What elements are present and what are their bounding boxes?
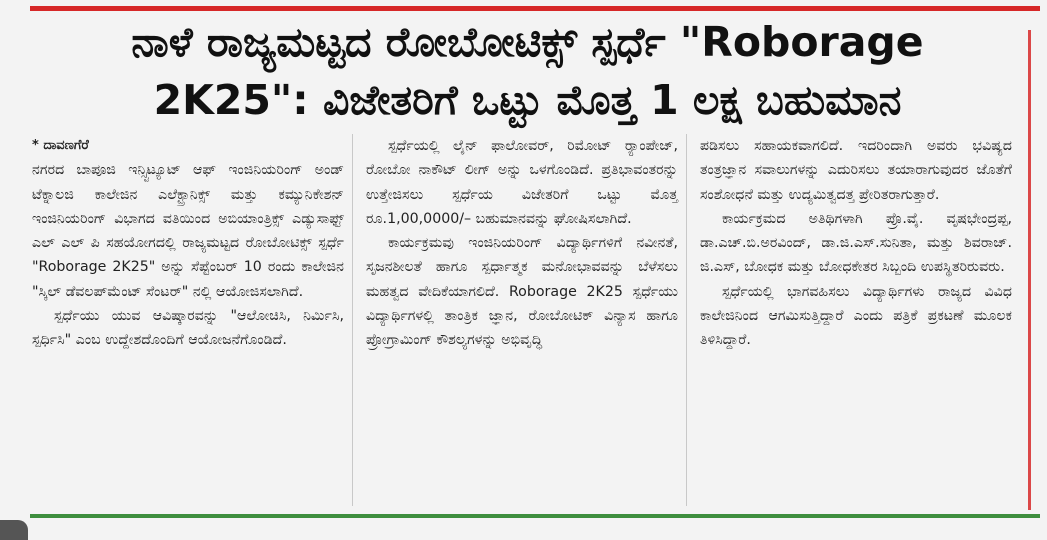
paragraph: ಕಾರ್ಯಕ್ರಮದ ಅತಿಥಿಗಳಾಗಿ ಪ್ರೊ.ವೈ. ವೃಷಭೇಂದ್ರಪ್ಪ, ಡಾ.ಎಚ್.ಬಿ.ಅರವಿಂದ್, ಡಾ.ಜಿ.ಎಸ್.ಸುನಿತಾ, ಮತ್ತು ಶಿವರಾಜ್. ಜಿ.ಎಸ್, ಬೋಧಕ ಮತ್ತು ಬೋಧಕೇತರ ಸಿಬ್ಬಂದಿ ಉಪಸ್ಥಿತರಿರುವರು. xyxy=(700,210,1012,276)
headline xyxy=(40,14,1015,130)
headline-line-1: ನಾಳೆ ರಾಜ್ಯಮಟ್ಟದ ರೋಬೋಟಿಕ್ಸ್ ಸ್ಪರ್ಧೆ "Roborage xyxy=(131,18,924,66)
paragraph: ಕಾರ್ಯಕ್ರಮವು ಇಂಜಿನಿಯರಿಂಗ್ ವಿದ್ಯಾರ್ಥಿಗಳಿಗೆ ನವೀನತೆ, ಸೃಜನಶೀಲತೆ ಹಾಗೂ ಸ್ಪರ್ಧಾತ್ಮಕ ಮನೋಭಾವವನ್ನು ಬೆಳೆಸಲು ಮಹತ್ವದ ವೇದಿಕೆಯಾಗಲಿದೆ. Roborage 2K25 ಸ್ಪರ್ಧೆಯು ವಿದ್ಯಾರ್ಥಿಗಳಲ್ಲಿ ತಾಂತ್ರಿಕ ಜ್ಞಾನ, ರೋಬೋಟಿಕ್ ವಿನ್ಯಾಸ ಹಾಗೂ ಪ್ರೋಗ್ರಾಮಿಂಗ್ ಕೌಶಲ್ಯಗಳನ್ನು ಅಭಿವೃದ್ಧಿ xyxy=(366,235,678,349)
paragraph: ಸ್ಪರ್ಧೆಯಲ್ಲಿ ಲೈನ್ ಫಾಲೋವರ್, ರಿಮೋಟ್ ರ್‍ಯಾಂಪೇಜ್, ರೋಬೋ ನಾಕೌಟ್ ಲೀಗ್ ಅನ್ನು ಒಳಗೊಂಡಿದೆ. ಪ್ರತಿಭಾವಂತರನ್ನು ಉತ್ತೇಜಿಸಲು ಸ್ಪರ್ಧೆಯ ವಿಜೇತರಿಗೆ ಒಟ್ಟು ಮೊತ್ತ ರೂ.1,00,0000/– ಬಹುಮಾನವನ್ನು ಘೋಷಿಸಲಾಗಿದೆ. xyxy=(366,138,678,227)
paragraph: ಸ್ಪರ್ಧೆಯಲ್ಲಿ ಭಾಗವಹಿಸಲು ವಿದ್ಯಾರ್ಥಿಗಳು ರಾಜ್ಯದ ವಿವಿಧ ಕಾಲೇಜಿನಿಂದ ಆಗಮಿಸುತ್ತಿದ್ದಾರೆ ಎಂದು ಪತ್ರಿಕೆ ಪ್ರಕಟಣೆ ಮೂಲಕ ತಿಳಿಸಿದ್ದಾರೆ. xyxy=(700,283,1012,349)
dateline: * ದಾವಣಗೆರೆ xyxy=(32,138,89,153)
headline-line-2: 2K25": ವಿಜೇತರಿಗೆ ಒಟ್ಟು ಮೊತ್ತ 1 ಲಕ್ಷ ಬಹುಮಾನ xyxy=(153,76,902,124)
paragraph: ನಗರದ ಬಾಪೂಜಿ ಇನ್ಸ್ಟಿಟ್ಯೂಟ್ ಆಫ್ ಇಂಜಿನಿಯರಿಂಗ್ ಅಂಡ್ ಟೆಕ್ನಾಲಜಿ ಕಾಲೇಜಿನ ಎಲೆಕ್ಟ್ರಾನಿಕ್ಸ್ ಮತ್ತು ಕಮ್ಯುನಿಕೇಶನ್ ಇಂಜಿನಿಯರಿಂಗ್ ವಿಭಾಗದ ವತಿಯಿಂದ ಅಬಿಯಾಂತ್ರಿಕ್ಸ್ ಎಡ್ಯುಸಾಫ್ಟ್ ಎಲ್ ಎಲ್ ಪಿ ಸಹಯೋಗದಲ್ಲಿ ರಾಜ್ಯಮಟ್ಟದ ರೋಬೋಟಿಕ್ಸ್ ಸ್ಪರ್ಧೆ "Roborage 2K25" ಅನ್ನು ಸೆಪ್ಟೆಂಬರ್ 10 ರಂದು ಕಾಲೇಜಿನ "ಸ್ಕಿಲ್ ಡೆವಲಪ್‌ಮೆಂಟ್ ಸೆಂಟರ್" ನಲ್ಲಿ ಆಯೋಜಿಸಲಾಗಿದೆ. xyxy=(32,162,344,300)
corner-shadow xyxy=(0,520,28,540)
paragraph: ಪಡಿಸಲು ಸಹಾಯಕವಾಗಲಿದೆ. ಇದರಿಂದಾಗಿ ಅವರು ಭವಿಷ್ಯದ ತಂತ್ರಜ್ಞಾನ ಸವಾಲುಗಳನ್ನು ಎದುರಿಸಲು ತಯಾರಾಗುವುದರ ಜೊತೆಗೆ ಸಂಶೋಧನೆ ಮತ್ತು ಉದ್ಯಮಿತ್ವದತ್ತ ಪ್ರೇರಿತರಾಗುತ್ತಾರೆ. xyxy=(700,138,1012,203)
column-divider xyxy=(352,134,353,506)
right-red-rule xyxy=(1028,30,1031,510)
bottom-green-rule xyxy=(30,514,1040,518)
column-divider xyxy=(686,134,687,506)
article-column-2 xyxy=(366,134,678,353)
article-column-1 xyxy=(32,134,344,353)
top-red-rule xyxy=(30,6,1040,11)
article-column-3 xyxy=(700,134,1012,353)
paragraph: ಸ್ಪರ್ಧೆಯು ಯುವ ಆವಿಷ್ಕಾರವನ್ನು "ಆಲೋಚಿಸಿ, ನಿರ್ಮಿಸಿ, ಸ್ಪರ್ಧಿಸಿ" ಎಂಬ ಉದ್ದೇಶದೊಂದಿಗೆ ಆಯೋಜನೆಗೊಂಡಿದೆ. xyxy=(32,308,344,349)
